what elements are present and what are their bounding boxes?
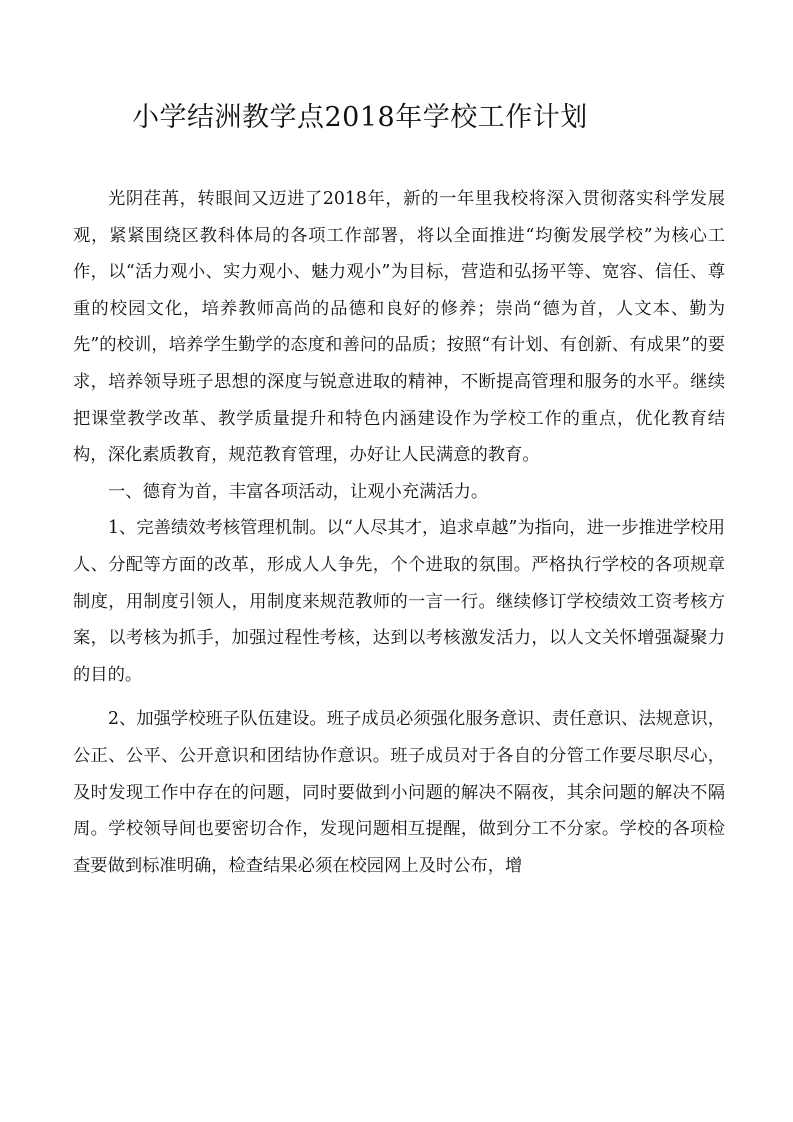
paragraph-item-2: 2、加强学校班子队伍建设。班子成员必须强化服务意识、责任意识、法规意识，公正、公平、公开意识和团结协作意识。班子成员对于各自的分管工作要尽职尽心，及时发现工作中存在的问题，同时要做到小问题的解决不隔夜，其余问题的解决不隔周。学校领导间也要密切合作，发现问题相互提醒，做到分工不分家。学校的各项检查要做到标准明确，检查结果必须在校园网上及时公布，增 [73, 709, 725, 876]
document-body [73, 181, 725, 884]
section-heading-1: 一、德育为首，丰富各项活动，让观小充满活力。 [108, 481, 489, 502]
paragraph-item-1: 1、完善绩效考核管理机制。以“人尽其才，追求卓越”为指向，进一步推进学校用人、分配等方面的改革，形成人人争先，个个进取的氛围。严格执行学校的各项规章制度，用制度引领人，用制度来规范教师的一言一行。继续修订学校绩效工资考核方案，以考核为抓手，加强过程性考核，达到以考核激发活力，以人文关怀增强凝聚力的目的。 [73, 518, 725, 685]
document-title: 小学结洲教学点2018年学校工作计划 [132, 102, 588, 133]
paragraph-intro: 光阴荏苒，转眼间又迈进了2018年，新的一年里我校将深入贯彻落实科学发展观，紧紧围绕区教科体局的各项工作部署，将以全面推进“均衡发展学校”为核心工作，以“活力观小、实力观小、魅力观小”为目标，营造和弘扬平等、宽容、信任、尊重的校园文化，培养教师高尚的品德和良好的修养；崇尚“德为首，人文本、勤为先”的校训，培养学生勤学的态度和善问的品质；按照“有计划、有创新、有成果”的要求，培养领导班子思想的深度与锐意进取的精神，不断提高管理和服务的水平。继续把课堂教学改革、教学质量提升和特色内涵建设作为学校工作的重点，优化教育结构，深化素质教育，规范教育管理，办好让人民满意的教育。 [73, 189, 725, 466]
